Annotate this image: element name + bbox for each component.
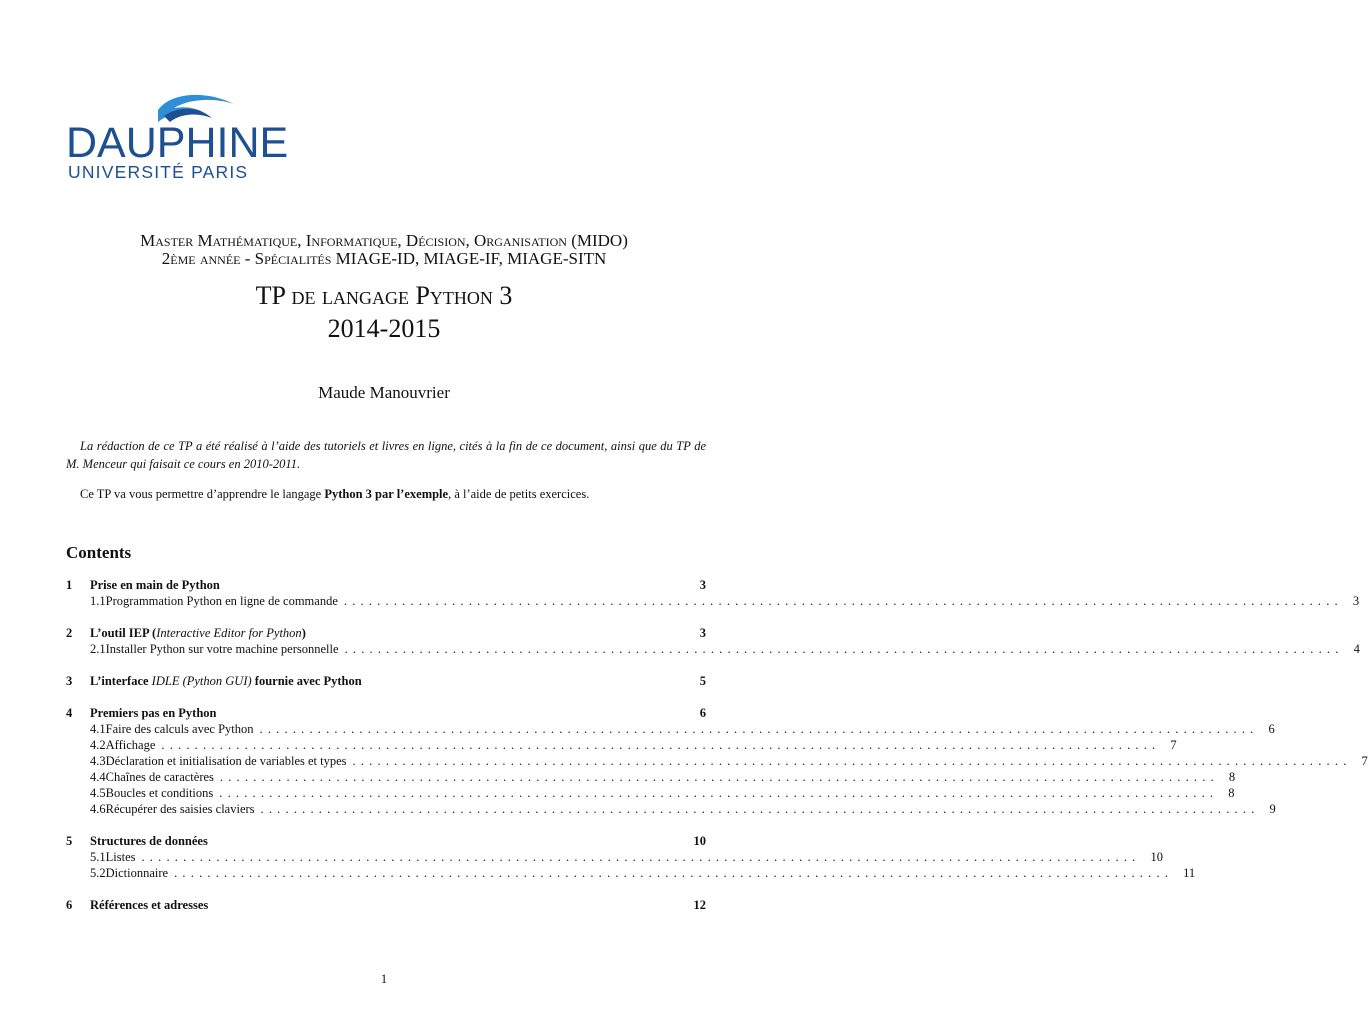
toc-subsection-page: 6 (1268, 722, 1275, 736)
toc-subsection-number: 4.3 (90, 754, 106, 768)
academic-year: 2014-2015 (327, 314, 441, 343)
toc-section-page: 6 (699, 706, 706, 720)
toc-section-number: 1 (66, 578, 73, 592)
toc-subsection-page: 10 (1150, 850, 1163, 864)
toc-subsection-number: 5.2 (90, 866, 106, 880)
toc-leader-dots: ........................................................................................................................ (219, 786, 1219, 800)
toc-subsection-page: 4 (1353, 642, 1360, 656)
toc-leader-dots: ........................................................................................................................ (260, 802, 1260, 816)
university-logo (66, 88, 298, 184)
toc-subsection-number: 5.1 (90, 850, 106, 864)
toc-subsection-number: 2.1 (90, 642, 106, 656)
toc-section-entry[interactable] (66, 577, 706, 593)
toc-subsection-page: 9 (1269, 802, 1276, 816)
toc-leader-dots: ........................................................................................................................ (344, 642, 1344, 656)
toc-section-entry[interactable] (66, 705, 706, 721)
toc-subsection-title: Faire des calculs avec Python (105, 722, 254, 736)
intro-bold: Python 3 par l’exemple (324, 487, 449, 501)
toc-section-title: Références et adresses (90, 898, 209, 912)
toc-subsection-number: 4.1 (90, 722, 106, 736)
toc-section-number: 5 (66, 834, 73, 848)
toc-section-entry[interactable] (66, 673, 706, 689)
toc-leader-dots: ........................................................................................................................ (259, 722, 1259, 736)
toc-subsection-page: 8 (1228, 786, 1235, 800)
toc-subsection-number: 4.2 (90, 738, 106, 752)
toc-section-title: L’outil IEP (Interactive Editor for Python) (90, 626, 306, 640)
intro-paragraph (80, 487, 589, 502)
abstract: La rédaction de ce TP a été réalisé à l’aide des tutoriels et livres en ligne, cités à la fin de ce document, ainsi que du TP de M. Menceur qui faisait ce cours en 2010-2011. (66, 439, 706, 471)
toc-subsection-page: 7 (1170, 738, 1177, 752)
toc-subsection-entry[interactable] (66, 721, 1275, 737)
toc-subsection-title: Dictionnaire (105, 866, 169, 880)
toc-section-page: 3 (699, 578, 706, 592)
page-number: 1 (380, 972, 388, 986)
toc-subsection-number: 1.1 (90, 594, 106, 608)
toc-subsection-entry[interactable] (66, 801, 1276, 817)
toc-subsection-entry[interactable] (66, 593, 1360, 609)
toc-subsection-number: 4.4 (90, 770, 106, 784)
toc-section-title: Structures de données (90, 834, 208, 848)
toc-subsection-title: Affichage (105, 738, 156, 752)
toc-subsection-title: Récupérer des saisies claviers (105, 802, 255, 816)
toc-section-number: 4 (66, 706, 73, 720)
table-of-contents (66, 577, 1368, 913)
toc-section-title: Prise en main de Python (90, 578, 220, 592)
logo-subtitle: UNIVERSITÉ PARIS (68, 162, 249, 182)
toc-section-number: 6 (66, 898, 73, 912)
document-title: TP de langage Python 3 (255, 281, 513, 310)
toc-subsection-entry[interactable] (66, 753, 1368, 769)
toc-subsection-entry[interactable] (66, 769, 1236, 785)
toc-subsection-entry[interactable] (66, 865, 1196, 881)
toc-subsection-page: 7 (1361, 754, 1368, 768)
toc-leader-dots: ........................................................................................................................ (343, 594, 1343, 608)
author: Maude Manouvrier (318, 383, 450, 402)
specialty-line: 2ème année - Spécialités MIAGE-ID, MIAGE-IF, MIAGE-SITN (161, 249, 607, 268)
toc-title-italic: Interactive Editor for Python (156, 626, 302, 640)
toc-section-entry[interactable] (66, 897, 706, 913)
logo-word: DAUPHINE (66, 119, 289, 167)
toc-section-entry[interactable] (66, 833, 706, 849)
toc-subsection-number: 4.6 (90, 802, 106, 816)
toc-subsection-number: 4.5 (90, 786, 106, 800)
toc-subsection-page: 8 (1228, 770, 1236, 784)
toc-section-entry[interactable] (66, 625, 706, 641)
toc-subsection-page: 3 (1352, 594, 1360, 608)
toc-subsection-entry[interactable] (66, 737, 1177, 753)
intro-text-end: , à l’aide de petits exercices. (448, 487, 590, 501)
toc-subsection-page: 11 (1183, 866, 1196, 880)
toc-subsection-title: Boucles et conditions (105, 786, 214, 800)
toc-title-italic: IDLE (Python GUI) (151, 674, 252, 688)
toc-section-page: 10 (693, 834, 706, 848)
toc-leader-dots: ........................................................................................................................ (161, 738, 1161, 752)
toc-subsection-title: Listes (105, 850, 136, 864)
toc-leader-dots: ........................................................................................................................ (141, 850, 1141, 864)
program-line: Master Mathématique, Informatique, Décision, Organisation (MIDO) (140, 231, 628, 250)
toc-leader-dots: ........................................................................................................................ (352, 754, 1352, 768)
toc-subsection-title: Installer Python sur votre machine personnelle (105, 642, 339, 656)
intro-text: Ce TP va vous permettre d’apprendre le langage (80, 487, 325, 501)
toc-section-page: 12 (693, 898, 706, 912)
toc-subsection-title: Programmation Python en ligne de commande (105, 594, 338, 608)
toc-section-number: 2 (66, 626, 73, 640)
toc-subsection-entry[interactable] (66, 785, 1235, 801)
toc-leader-dots: ........................................................................................................................ (174, 866, 1174, 880)
toc-section-page: 5 (699, 674, 706, 688)
toc-subsection-title: Chaînes de caractères (105, 770, 214, 784)
toc-section-number: 3 (66, 674, 73, 688)
contents-heading: Contents (66, 543, 132, 562)
toc-subsection-entry[interactable] (66, 849, 1163, 865)
toc-section-page: 3 (699, 626, 706, 640)
toc-section-title: L’interface IDLE (Python GUI) fournie avec Python (90, 674, 362, 688)
toc-leader-dots: ........................................................................................................................ (219, 770, 1219, 784)
toc-subsection-title: Déclaration et initialisation de variables et types (105, 754, 347, 768)
toc-section-title: Premiers pas en Python (90, 706, 217, 720)
toc-subsection-entry[interactable] (66, 641, 1360, 657)
